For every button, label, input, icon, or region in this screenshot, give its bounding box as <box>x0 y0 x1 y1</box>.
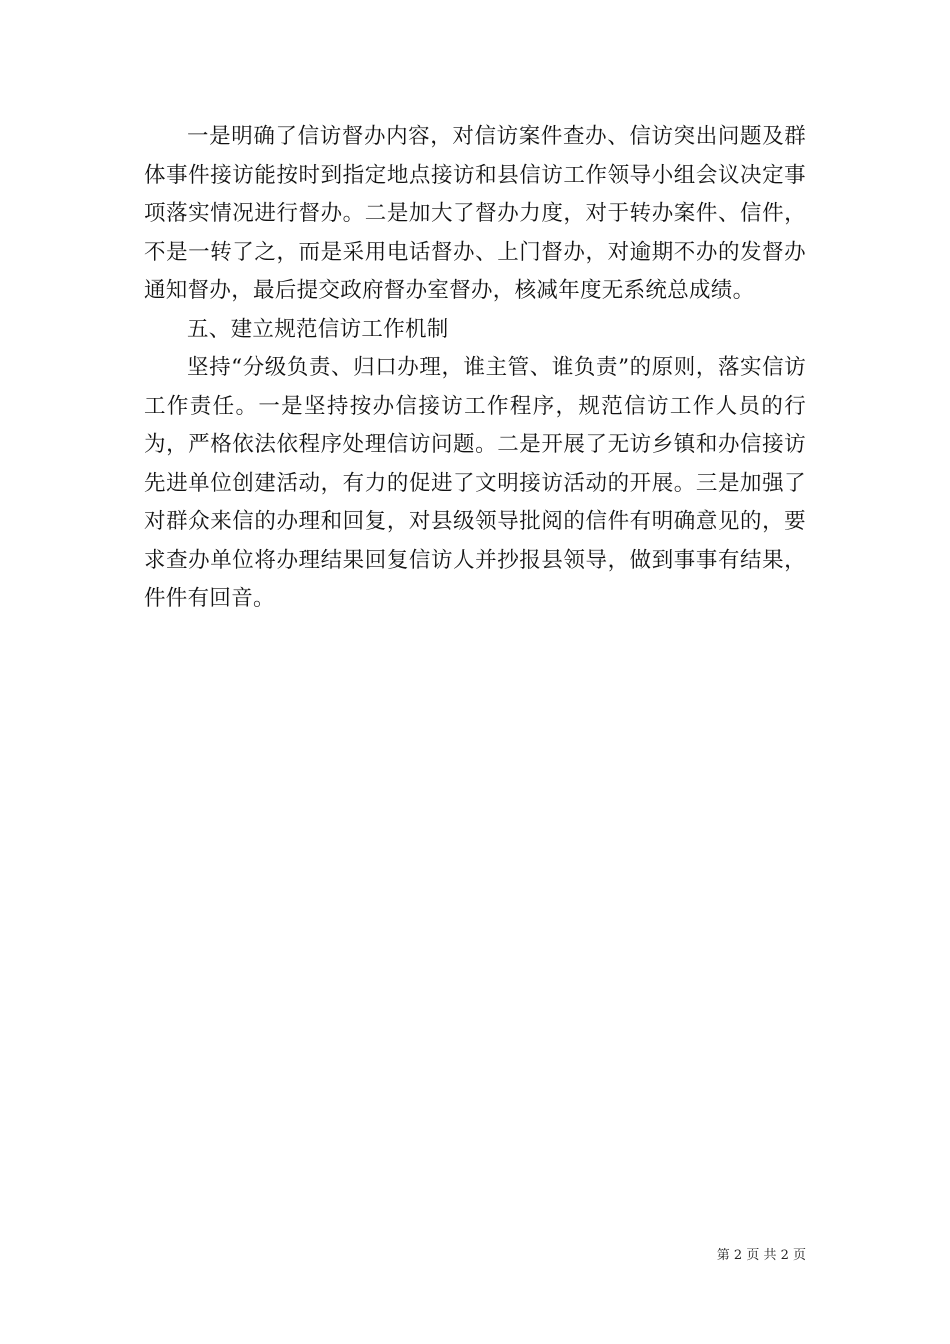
document-body <box>144 118 806 619</box>
paragraph-mechanism: 坚持“分级负责、归口办理，谁主管、谁负责”的原则，落实信访工作责任。一是坚持按办信接访工作程序，规范信访工作人员的行为，严格依法依程序处理信访问题。二是开展了无访乡镇和办信接访先进单位创建活动，有力的促进了文明接访活动的开展。三是加强了对群众来信的办理和回复，对县级领导批阅的信件有明确意见的，要求查办单位将办理结果回复信访人并抄报县领导，做到事事有结果，件件有回音。 <box>144 355 806 611</box>
paragraph-supervision: 一是明确了信访督办内容，对信访案件查办、信访突出问题及群体事件接访能按时到指定地点接访和县信访工作领导小组会议决定事项落实情况进行督办。二是加大了督办力度，对于转办案件、信件，不是一转了之，而是采用电话督办、上门督办，对逾期不办的发督办通知督办，最后提交政府督办室督办，核减年度无系统总成绩。 <box>144 124 806 303</box>
section-heading-five: 五、建立规范信访工作机制 <box>187 316 449 342</box>
page-number-footer: 第 2 页 共 2 页 <box>716 1248 806 1263</box>
